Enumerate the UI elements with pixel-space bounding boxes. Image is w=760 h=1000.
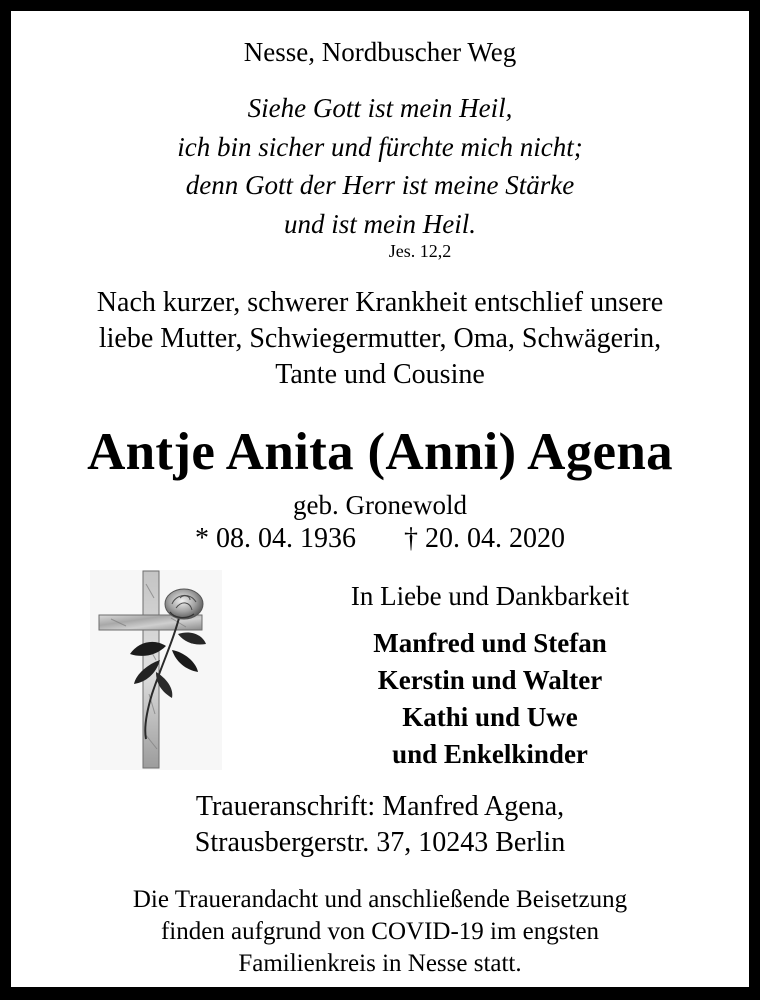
intro-text xyxy=(0,285,760,393)
life-dates xyxy=(0,522,760,556)
verse-line: ich bin sicher und fürchte mich nicht; xyxy=(177,131,583,162)
deceased-name: Antje Anita (Anni) Agena xyxy=(87,423,673,481)
notice-line: Familienkreis in Nesse statt. xyxy=(238,950,522,977)
intro-line: liebe Mutter, Schwiegermutter, Oma, Schwägerin, xyxy=(98,323,662,354)
mourners-list xyxy=(220,625,760,773)
notice-line: finden aufgrund von COVID-19 im engsten xyxy=(160,918,600,945)
mourner-line: und Enkelkinder xyxy=(392,739,588,769)
mourning-address xyxy=(0,789,760,861)
thanks-heading: In Liebe und Dankbarkeit xyxy=(350,581,630,611)
mourner-line: Manfred und Stefan xyxy=(373,628,607,658)
intro-line: Nach kurzer, schwerer Krankheit entschlief unsere xyxy=(96,287,664,318)
address-line: Strausbergerstr. 37, 10243 Berlin xyxy=(194,827,566,858)
mourner-line: Kathi und Uwe xyxy=(402,702,578,732)
verse-reference: Jes. 12,2 xyxy=(388,241,452,261)
place-line: Nesse, Nordbuscher Weg xyxy=(243,37,517,67)
address-line: Traueranschrift: Manfred Agena, xyxy=(195,791,565,822)
verse-line: denn Gott der Herr ist meine Stärke xyxy=(185,170,575,200)
verse-line: und ist mein Heil. xyxy=(284,208,476,239)
notice-line: Die Trauerandacht und anschließende Beisetzung xyxy=(132,886,628,913)
birth-name: geb. Gronewold xyxy=(293,490,467,520)
verse-line: Siehe Gott ist mein Heil, xyxy=(247,93,513,123)
death-date: † 20. 04. 2020 xyxy=(404,523,565,554)
cross-with-rose-icon xyxy=(86,564,226,776)
intro-line: Tante und Cousine xyxy=(275,359,485,390)
birth-date: * 08. 04. 1936 xyxy=(195,523,356,554)
funeral-notice xyxy=(0,884,760,980)
bible-verse xyxy=(0,89,760,243)
mourner-line: Kerstin und Walter xyxy=(377,665,603,695)
